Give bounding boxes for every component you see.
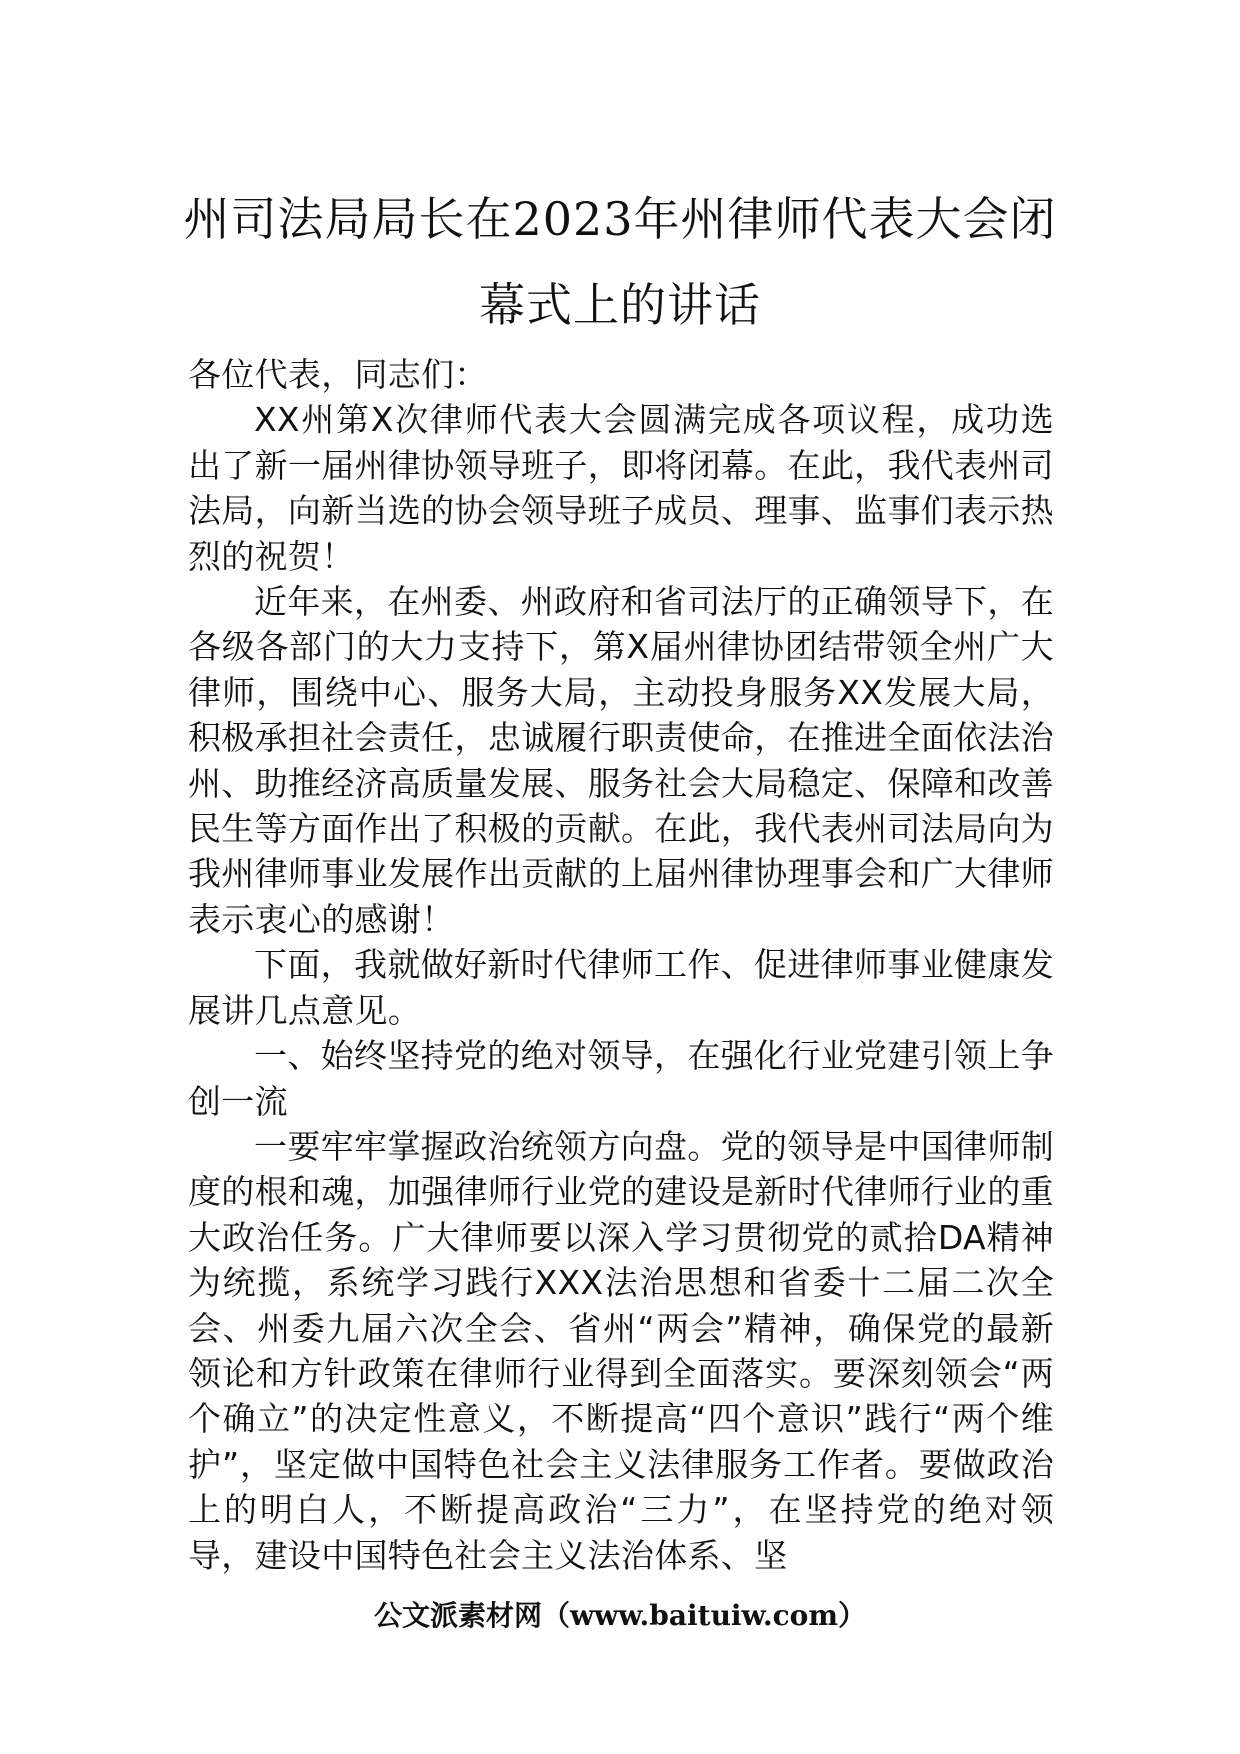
section-heading-1: 一、始终坚持党的绝对领导，在强化行业党建引领上争创一流 xyxy=(188,1036,1054,1121)
document-body xyxy=(188,352,1054,1578)
footer-watermark: 公文派素材网（www.baituiw.com） xyxy=(374,1599,866,1632)
document-title-line-2: 幕式上的讲话 xyxy=(479,278,761,332)
paragraph-opening: XX州第X次律师代表大会圆满完成各项议程，成功选出了新一届州律协领导班子，即将闭幕。在此，我代表州司法局，向新当选的协会领导班子成员、理事、监事们表示热烈的祝贺！ xyxy=(188,400,1054,576)
paragraph-achievements: 近年来，在州委、州政府和省司法厅的正确领导下，在各级各部门的大力支持下，第X届州律协团结带领全州广大律师，围绕中心、服务大局，主动投身服务XX发展大局，积极承担社会责任，忠诚履行职责使命，在推进全面依法治州、助推经济高质量发展、服务社会大局稳定、保障和改善民生等方面作出了积极的贡献。在此，我代表州司法局向为我州律师事业发展作出贡献的上届州律协理事会和广大律师表示衷心的感谢！ xyxy=(188,582,1054,939)
document-title-line-1: 州司法局局长在2023年州律师代表大会闭 xyxy=(183,192,1057,246)
salutation: 各位代表，同志们： xyxy=(188,355,488,394)
paragraph-transition: 下面，我就做好新时代律师工作、促进律师事业健康发展讲几点意见。 xyxy=(188,945,1054,1030)
paragraph-section-1: 一要牢牢掌握政治统领方向盘。党的领导是中国律师制度的根和魂，加强律师行业党的建设是新时代律师行业的重大政治任务。广大律师要以深入学习贯彻党的贰拾DA精神为统揽，系统学习践行XXX法治思想和省委十二届二次全会、州委九届六次全会、省州“两会”精神，确保党的最新领论和方针政策在律师行业得到全面落实。要深刻领会“两个确立”的决定性意义，不断提高“四个意识”践行“两个维护”，坚定做中国特色社会主义法律服务工作者。要做政治上的明白人，不断提高政治“三力”，在坚持党的绝对领导，建设中国特色社会主义法治体系、坚 xyxy=(188,1126,1054,1575)
